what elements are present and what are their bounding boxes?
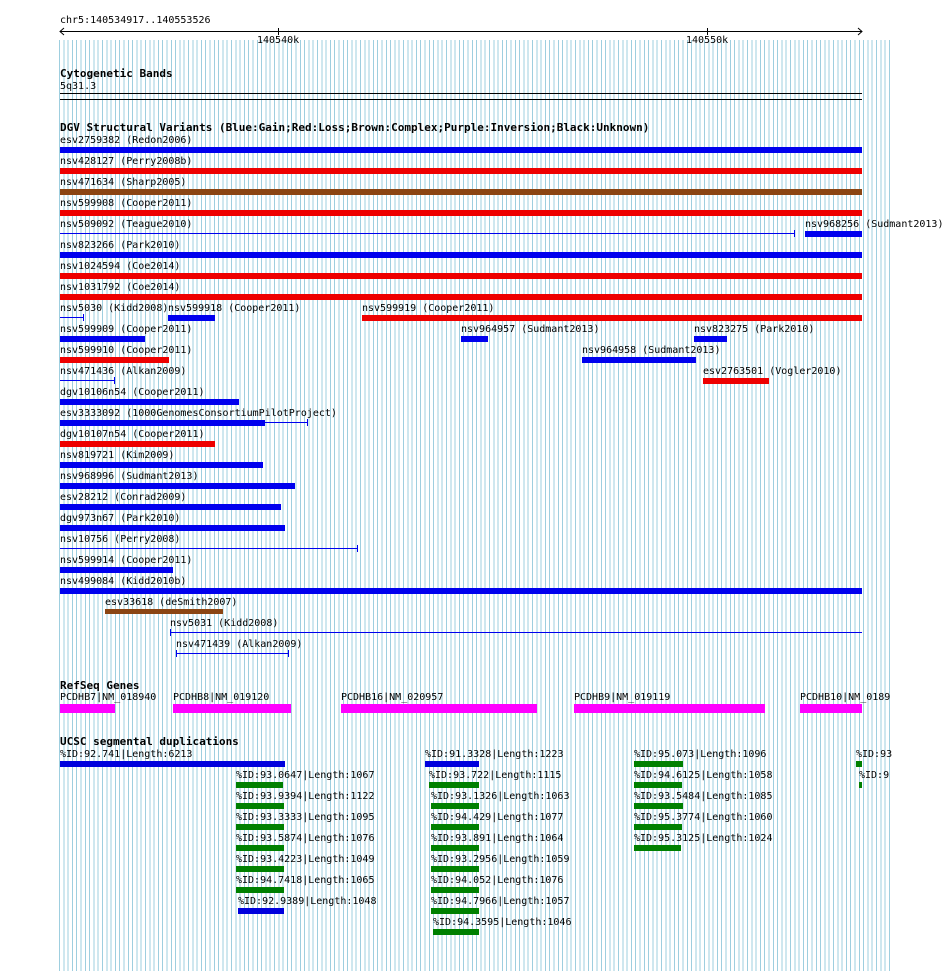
variant-label[interactable]: nsv968996 (Sudmant2013) <box>60 471 199 482</box>
gain-variant-bar[interactable] <box>60 147 862 153</box>
segdup-label[interactable]: %ID:94.7418|Length:1065 <box>236 875 375 886</box>
gene-label[interactable]: PCDHB7|NM_018940 <box>60 692 157 703</box>
variant-end-tick <box>794 230 795 237</box>
variant-label[interactable]: esv2759382 (Redon2006) <box>60 135 193 146</box>
segdup-bar[interactable] <box>425 761 479 767</box>
segdup-bar[interactable] <box>236 803 284 809</box>
gain-variant-bar[interactable] <box>60 336 145 342</box>
cytoband-top-edge <box>60 93 862 94</box>
gain-variant-bar[interactable] <box>60 462 263 468</box>
segdup-label[interactable]: %ID:94.6125|Length:1058 <box>634 770 773 781</box>
segdup-label[interactable]: %ID:95.3125|Length:1024 <box>634 833 773 844</box>
gain-variant-bar[interactable] <box>60 567 173 573</box>
gain-variant-line[interactable] <box>60 548 358 549</box>
variant-label[interactable]: nsv819721 (Kim2009) <box>60 450 175 461</box>
loss-variant-bar[interactable] <box>60 210 862 216</box>
segdup-bar[interactable] <box>431 887 479 893</box>
gene-label[interactable]: PCDHB10|NM_0189 <box>800 692 891 703</box>
variant-end-tick <box>357 545 358 552</box>
gain-variant-line[interactable] <box>176 653 289 654</box>
gene-label[interactable]: PCDHB9|NM_019119 <box>574 692 671 703</box>
segdup-label[interactable]: %ID:93.9394|Length:1122 <box>236 791 375 802</box>
segdup-label[interactable]: %ID:92.741|Length:6213 <box>60 749 193 760</box>
segdup-bar[interactable] <box>431 866 479 872</box>
gain-variant-bar[interactable] <box>60 504 281 510</box>
variant-label[interactable]: nsv499084 (Kidd2010b) <box>60 576 187 587</box>
variant-label[interactable]: nsv471436 (Alkan2009) <box>60 366 187 377</box>
segdup-label[interactable]: %ID:93.4223|Length:1049 <box>236 854 375 865</box>
variant-label[interactable]: nsv964957 (Sudmant2013) <box>461 324 600 335</box>
segdup-label[interactable]: %ID:94.429|Length:1077 <box>431 812 564 823</box>
loss-variant-bar[interactable] <box>703 378 769 384</box>
segdup-bar[interactable] <box>431 803 479 809</box>
gain-variant-bar[interactable] <box>168 315 215 321</box>
gain-variant-bar[interactable] <box>60 525 285 531</box>
variant-label[interactable]: nsv10756 (Perry2008) <box>60 534 181 545</box>
variant-label[interactable]: nsv599914 (Cooper2011) <box>60 555 193 566</box>
gene-bar[interactable] <box>173 704 291 713</box>
gene-bar[interactable] <box>341 704 537 713</box>
complex-variant-bar[interactable] <box>105 609 223 614</box>
segdup-bar[interactable] <box>236 887 284 893</box>
segdup-bar[interactable] <box>634 845 681 851</box>
loss-variant-bar[interactable] <box>362 315 862 321</box>
segdup-label[interactable]: %ID:93.3333|Length:1095 <box>236 812 375 823</box>
ruler-tick-label: 140550k <box>686 35 729 46</box>
loss-variant-bar[interactable] <box>60 294 862 300</box>
loss-variant-bar[interactable] <box>60 168 862 174</box>
segdup-label[interactable]: %ID:93.722|Length:1115 <box>429 770 562 781</box>
gene-bar[interactable] <box>574 704 765 713</box>
variant-label[interactable]: nsv964958 (Sudmant2013) <box>582 345 721 356</box>
variant-label[interactable]: nsv599918 (Cooper2011) <box>168 303 301 314</box>
segdup-bar[interactable] <box>238 908 284 914</box>
variant-label[interactable]: esv2763501 (Vogler2010) <box>703 366 842 377</box>
segdup-bar[interactable] <box>236 782 283 788</box>
refseq-track-title: RefSeq Genes <box>60 679 140 692</box>
segdup-bar[interactable] <box>431 824 479 830</box>
segdup-label[interactable]: %ID:94.7966|Length:1057 <box>431 896 570 907</box>
segdup-bar[interactable] <box>859 782 862 788</box>
variant-label[interactable]: dgv973n67 (Park2010) <box>60 513 181 524</box>
variant-label[interactable]: nsv599919 (Cooper2011) <box>362 303 495 314</box>
variant-label[interactable]: nsv471634 (Sharp2005) <box>60 177 187 188</box>
gain-variant-bar[interactable] <box>582 357 696 363</box>
segdup-label[interactable]: %ID:93.1326|Length:1063 <box>431 791 570 802</box>
segdup-bar[interactable] <box>634 803 683 809</box>
segdup-label[interactable]: %ID:9 <box>859 770 890 781</box>
variant-label[interactable]: nsv509092 (Teague2010) <box>60 219 193 230</box>
variant-label[interactable]: nsv968256 (Sudmant2013) <box>805 219 943 230</box>
gain-variant-bar[interactable] <box>60 420 265 426</box>
cytoband-track-title: Cytogenetic Bands <box>60 67 173 80</box>
segdup-bar[interactable] <box>856 761 862 767</box>
variant-label[interactable]: nsv823266 (Park2010) <box>60 240 181 251</box>
variant-label[interactable]: nsv599909 (Cooper2011) <box>60 324 193 335</box>
gain-variant-line[interactable] <box>60 380 115 381</box>
gain-variant-line[interactable] <box>60 233 795 234</box>
segdup-label[interactable]: %ID:94.052|Length:1076 <box>431 875 564 886</box>
gain-variant-bar[interactable] <box>60 483 295 489</box>
segdup-bar[interactable] <box>236 845 284 851</box>
variant-label[interactable]: nsv1024594 (Coe2014) <box>60 261 181 272</box>
ruler-tick-label: 140540k <box>257 35 300 46</box>
variant-label[interactable]: nsv823275 (Park2010) <box>694 324 815 335</box>
variant-label[interactable]: nsv471439 (Alkan2009) <box>176 639 303 650</box>
gain-variant-bar[interactable] <box>60 588 862 594</box>
gain-variant-bar[interactable] <box>694 336 727 342</box>
segdup-label[interactable]: %ID:93 <box>856 749 893 760</box>
segdup-label[interactable]: %ID:94.3595|Length:1046 <box>433 917 572 928</box>
complex-variant-bar[interactable] <box>60 189 862 195</box>
variant-end-tick <box>83 314 84 321</box>
variant-label[interactable]: nsv1031792 (Coe2014) <box>60 282 181 293</box>
segdup-label[interactable]: %ID:95.3774|Length:1060 <box>634 812 773 823</box>
variant-label[interactable]: dgv10106n54 (Cooper2011) <box>60 387 205 398</box>
gene-bar[interactable] <box>60 704 115 713</box>
gene-bar[interactable] <box>800 704 862 713</box>
segdup-bar[interactable] <box>431 908 479 914</box>
variant-end-tick <box>307 419 308 426</box>
segdup-label[interactable]: %ID:93.0647|Length:1067 <box>236 770 375 781</box>
variant-label[interactable]: nsv5030 (Kidd2008) <box>60 303 169 314</box>
gain-variant-line[interactable] <box>60 317 84 318</box>
variant-end-tick <box>114 377 115 384</box>
variant-label[interactable]: nsv5031 (Kidd2008) <box>170 618 279 629</box>
variant-label[interactable]: esv3333092 (1000GenomesConsortiumPilotProject) <box>60 408 337 419</box>
gain-variant-line[interactable] <box>170 632 862 633</box>
cytoband-label: 5q31.3 <box>60 81 97 92</box>
ruler-location: chr5:140534917..140553526 <box>60 15 211 26</box>
gene-label[interactable]: PCDHB16|NM_020957 <box>341 692 444 703</box>
ruler-axis <box>0 0 890 50</box>
gain-variant-bar[interactable] <box>805 231 862 237</box>
segdup-label[interactable]: %ID:93.5484|Length:1085 <box>634 791 773 802</box>
gain-variant-bar[interactable] <box>461 336 488 342</box>
variant-label[interactable]: esv33618 (deSmith2007) <box>105 597 238 608</box>
segdup-bar[interactable] <box>431 845 479 851</box>
variant-label[interactable]: esv28212 (Conrad2009) <box>60 492 187 503</box>
segdup-label[interactable]: %ID:91.3328|Length:1223 <box>425 749 564 760</box>
left-margin <box>0 0 59 971</box>
segdup-bar[interactable] <box>60 761 285 767</box>
segdup-bar[interactable] <box>236 866 284 872</box>
variant-label[interactable]: nsv599910 (Cooper2011) <box>60 345 193 356</box>
segdup-label[interactable]: %ID:93.891|Length:1064 <box>431 833 564 844</box>
segdup-label[interactable]: %ID:93.2956|Length:1059 <box>431 854 570 865</box>
gain-variant-bar[interactable] <box>60 399 239 405</box>
dgv-track-title: DGV Structural Variants (Blue:Gain;Red:Loss;Brown:Complex;Purple:Inversion;Black:Unknown) <box>60 121 650 134</box>
segdup-label[interactable]: %ID:92.9389|Length:1048 <box>238 896 377 907</box>
segdup-bar[interactable] <box>429 782 479 788</box>
segdup-bar[interactable] <box>634 824 682 830</box>
segdup-bar[interactable] <box>433 929 479 935</box>
segdup-track-title: UCSC segmental duplications <box>60 735 239 748</box>
variant-label[interactable]: dgv10107n54 (Cooper2011) <box>60 429 205 440</box>
gain-variant-line[interactable] <box>265 422 308 423</box>
gain-variant-bar[interactable] <box>60 252 862 258</box>
gene-label[interactable]: PCDHB8|NM_019120 <box>173 692 270 703</box>
segdup-bar[interactable] <box>634 782 682 788</box>
loss-variant-bar[interactable] <box>60 273 862 279</box>
loss-variant-bar[interactable] <box>60 357 169 363</box>
segdup-bar[interactable] <box>236 824 284 830</box>
segdup-label[interactable]: %ID:93.5874|Length:1076 <box>236 833 375 844</box>
variant-label[interactable]: nsv428127 (Perry2008b) <box>60 156 193 167</box>
segdup-bar[interactable] <box>634 761 683 767</box>
segdup-label[interactable]: %ID:95.073|Length:1096 <box>634 749 767 760</box>
variant-label[interactable]: nsv599908 (Cooper2011) <box>60 198 193 209</box>
variant-end-tick <box>288 650 289 657</box>
cytoband-bottom-edge <box>60 99 862 100</box>
loss-variant-bar[interactable] <box>60 441 215 447</box>
